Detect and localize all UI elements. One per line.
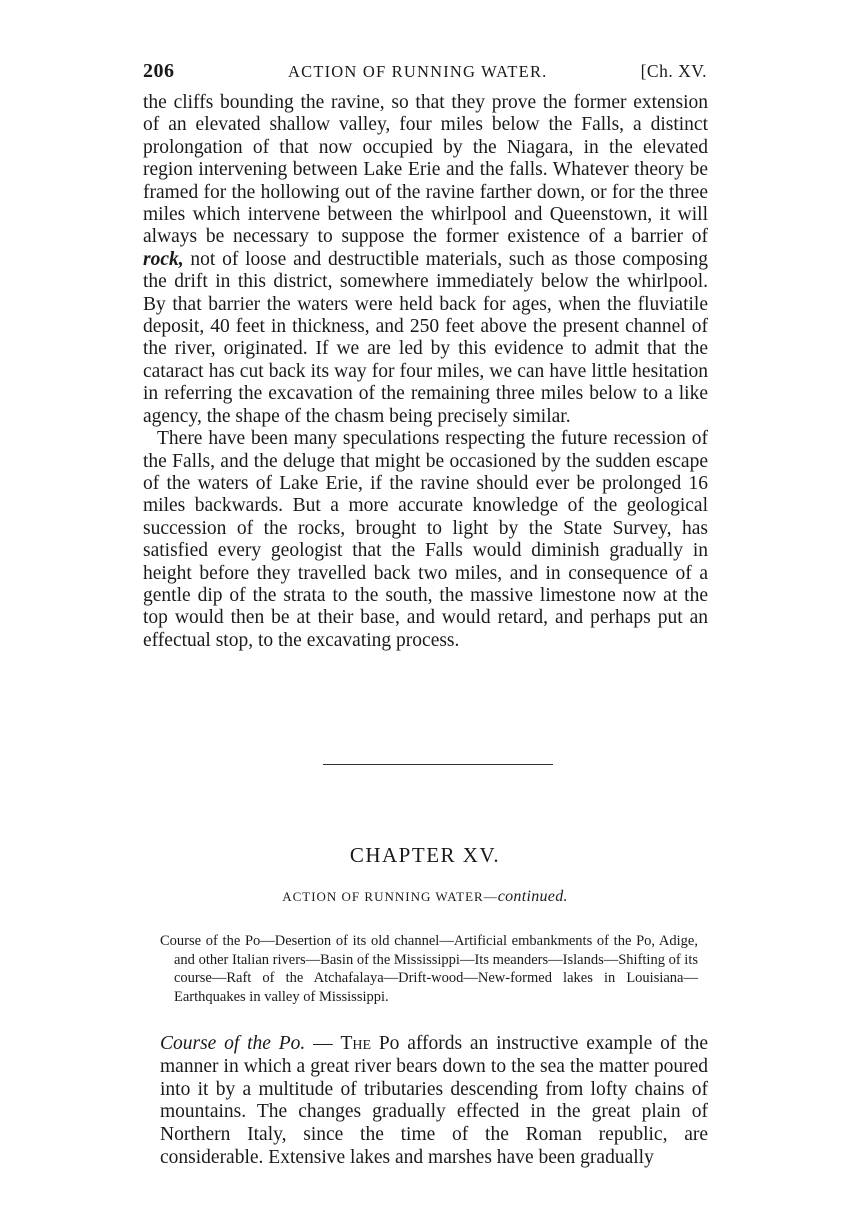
- chapter-subtitle: [0, 888, 850, 906]
- section-dash: —: [305, 1033, 341, 1054]
- section-course-of-the-po: [160, 1033, 708, 1170]
- section-divider: [323, 764, 553, 765]
- body-text: [143, 92, 708, 652]
- section-lead-word: The: [340, 1033, 372, 1054]
- chapter-title: CHAPTER XV.: [349, 843, 501, 867]
- chapter-summary: [160, 932, 698, 1006]
- paragraph-1-emphasis: rock,: [143, 248, 184, 270]
- paragraph-1: [143, 92, 708, 428]
- page-number: 206: [143, 60, 175, 82]
- chapter-subtitle-continued: continued.: [497, 888, 568, 905]
- paragraph-1-text-b: not of loose and destructible materials, such as those composing the drift in this district, somewhere immediately below the whirlpool. By that barrier the waters were held back for ages, when the fluviatile deposit, 40 feet in thickness, and 250 feet above the present channel of the river, originated. If we are led by this evidence to admit that the cataract has cut back its way for four miles, we can have little hesitation in referring the excavation of the remaining three miles below to a like agency, the shape of the chasm being precisely similar.: [143, 248, 708, 427]
- chapter-reference: [Ch. XV.: [640, 61, 707, 81]
- paragraph-1-text-a: the cliffs bounding the ravine, so that they prove the former extension of an elevated shallow valley, four miles below the Falls, a distinct prolongation of that now occupied by the Niagara, in the elevated region intervening between Lake Erie and the falls. Whatever theory be framed for the hollowing out of the ravine farther down, or for the three miles which intervene between the whirlpool and Queenstown, it will always be necessary to suppose the former existence of a barrier of: [143, 92, 708, 248]
- paragraph-2: There have been many speculations respecting the future recession of the Falls, and the deluge that might be occasioned by the sudden escape of the waters of Lake Erie, if the ravine should ever be prolonged 16 miles backwards. But a more accurate knowledge of the geological succession of the rocks, brought to light by the State Survey, has satisfied every geologist that the Falls would diminish gradually in height before they travelled back two miles, and in consequence of a gentle dip of the strata to the south, the massive limestone now at the top would then be at their base, and would retard, and perhaps put an effectual stop, to the excavating process.: [143, 428, 708, 651]
- chapter-summary-text: Course of the Po—Desertion of its old channel—Artificial embankments of the Po, Adige, and other Italian rivers—Basin of the Mississippi—Its meanders—Islands—Shifting of its course—Raft of the Atchafalaya—Drift-wood—New-formed lakes in Louisiana—Earthquakes in valley of Mississippi.: [160, 933, 698, 1005]
- section-text: Po affords an instructive example of the manner in which a great river bears down to the sea the matter poured into it by a multitude of tributaries descending from lofty chains of mountains. The changes gradually effected in the great plain of Northern Italy, since the time of the Roman republic, are considerable. Extensive lakes and marshes have been gradually: [160, 1033, 708, 1168]
- section-heading: Course of the Po.: [160, 1033, 306, 1054]
- running-head: [143, 60, 707, 90]
- chapter-subtitle-main: ACTION OF RUNNING WATER—: [282, 889, 498, 904]
- running-title: ACTION OF RUNNING WATER.: [288, 62, 548, 81]
